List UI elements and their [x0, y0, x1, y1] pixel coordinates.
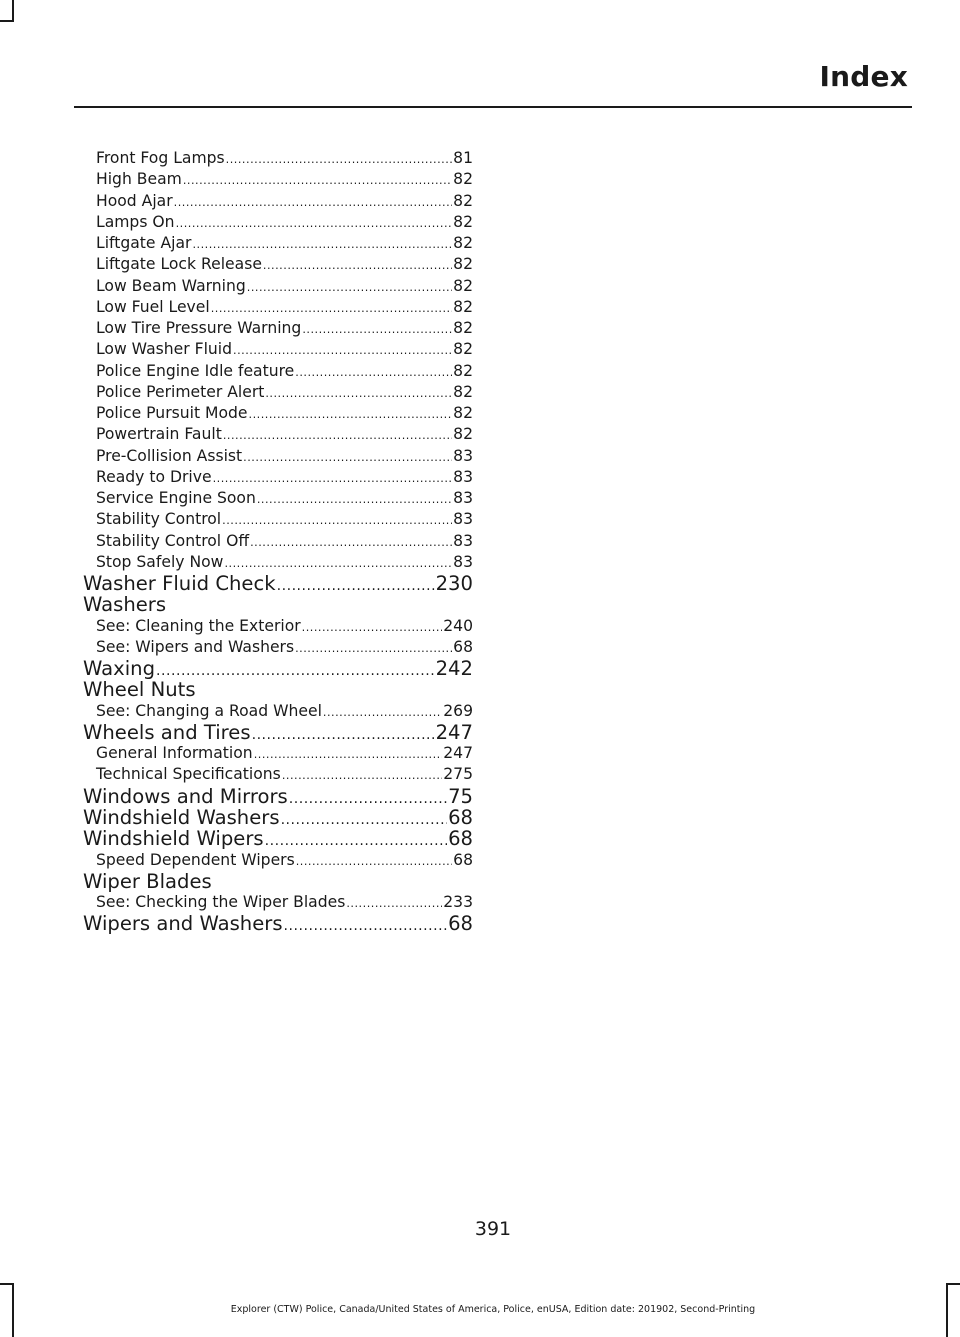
dot-leader — [323, 702, 442, 723]
index-page-ref: 81 — [453, 149, 473, 167]
index-term: Police Perimeter Alert — [96, 382, 265, 401]
dot-leader — [249, 404, 453, 425]
index-term: See: Changing a Road Wheel — [96, 701, 322, 720]
index-term: Low Tire Pressure Warning — [96, 319, 302, 337]
dot-leader — [233, 340, 452, 361]
index-entry — [83, 191, 473, 212]
dot-leader — [250, 532, 452, 553]
index-term: Powertrain Fault — [96, 425, 222, 444]
index-page-ref: 82 — [453, 297, 473, 316]
index-entry — [83, 807, 473, 828]
dot-leader — [223, 425, 452, 446]
index-page-ref: 83 — [453, 489, 473, 507]
index-page-ref: 83 — [453, 552, 473, 571]
dot-leader — [302, 617, 443, 638]
index-entry — [83, 467, 473, 488]
index-term: See: Checking the Wiper Blades — [96, 893, 346, 912]
index-page-ref: 83 — [453, 531, 473, 550]
dot-leader — [224, 553, 452, 574]
index-entry — [83, 786, 473, 807]
index-term: Windows and Mirrors — [83, 784, 288, 808]
index-term: Stability Control — [96, 510, 222, 529]
index-page-ref: 82 — [453, 382, 473, 401]
index-entry — [83, 594, 473, 615]
index-page-ref: 275 — [443, 765, 473, 784]
dot-leader — [346, 893, 442, 914]
index-entry — [83, 424, 473, 445]
dot-leader — [281, 810, 448, 831]
index-term: See: Wipers and Washers — [96, 637, 295, 656]
index-term: Low Washer Fluid — [96, 340, 233, 359]
index-page-ref: 82 — [453, 255, 473, 274]
index-term: Liftgate Lock Release — [96, 255, 262, 274]
dot-leader — [183, 170, 452, 191]
dot-leader — [176, 213, 453, 234]
index-term: Low Fuel Level — [96, 297, 210, 316]
index-page-ref: 82 — [453, 425, 473, 444]
dot-leader — [243, 447, 452, 468]
index-term: Front Fog Lamps — [96, 149, 225, 167]
index-entry — [83, 212, 473, 233]
dot-leader — [284, 916, 448, 937]
index-page-ref: 83 — [453, 446, 473, 465]
index-page-ref: 83 — [453, 510, 473, 529]
index-term: General Information — [96, 744, 253, 763]
index-term: Police Pursuit Mode — [96, 404, 248, 422]
index-term: Technical Specifications — [96, 765, 281, 784]
index-page-ref: 68 — [453, 637, 473, 656]
footer-text: Explorer (CTW) Police, Canada/United States of America, Police, enUSA, Edition date: 201902, Second-Printing — [230, 1304, 756, 1315]
index-term: Stop Safely Now — [96, 552, 224, 571]
index-entry — [83, 616, 473, 637]
index-term: Lamps On — [96, 212, 175, 231]
dot-leader — [213, 468, 453, 489]
index-page-ref: 240 — [443, 616, 473, 635]
index-entry — [83, 552, 473, 573]
dot-leader — [226, 149, 452, 170]
index-term: High Beam — [96, 170, 182, 189]
index-entry — [83, 637, 473, 658]
index-page-ref: 68 — [448, 827, 473, 851]
crop-mark-top-left — [12, 0, 14, 20]
page-title: Index — [819, 60, 908, 93]
index-term: Waxing — [83, 657, 156, 681]
index-page-ref: 82 — [453, 340, 473, 359]
index-page-ref: 247 — [435, 720, 473, 744]
index-entry — [83, 382, 473, 403]
dot-leader — [265, 383, 452, 404]
index-entry — [83, 361, 473, 382]
index-page-ref: 82 — [453, 404, 473, 422]
dot-leader — [295, 362, 452, 383]
index-entry — [83, 446, 473, 467]
index-term: Stability Control Off — [96, 531, 250, 550]
index-entry — [83, 531, 473, 552]
index-entry — [83, 764, 473, 785]
index-page-ref: 75 — [448, 784, 473, 808]
index-page-ref: 82 — [453, 276, 473, 295]
index-term: Wiper Blades — [83, 869, 212, 893]
index-list — [83, 148, 473, 935]
dot-leader — [257, 489, 452, 510]
dot-leader — [289, 789, 447, 810]
index-page-ref: 247 — [443, 744, 473, 763]
index-page-ref: 269 — [443, 701, 473, 720]
dot-leader — [222, 510, 452, 531]
index-entry — [83, 573, 473, 594]
index-entry — [83, 297, 473, 318]
index-page-ref: 242 — [435, 657, 473, 681]
dot-leader — [254, 744, 443, 765]
index-term: Wheels and Tires — [83, 720, 251, 744]
dot-leader — [156, 661, 435, 682]
index-term: Wipers and Washers — [83, 912, 283, 936]
dot-leader — [192, 234, 452, 255]
dot-leader — [174, 192, 453, 213]
index-term: Pre-Collision Assist — [96, 446, 243, 465]
index-entry — [83, 828, 473, 849]
index-entry — [83, 403, 473, 424]
index-term: Ready to Drive — [96, 467, 212, 486]
index-page-ref: 68 — [453, 850, 473, 869]
dot-leader — [252, 725, 435, 746]
dot-leader — [277, 576, 435, 597]
header-divider — [74, 106, 912, 108]
index-entry — [83, 871, 473, 892]
index-entry — [83, 658, 473, 679]
index-entry — [83, 254, 473, 275]
index-entry — [83, 169, 473, 190]
index-entry — [83, 509, 473, 530]
index-term: Wheel Nuts — [83, 678, 196, 702]
dot-leader — [247, 277, 452, 298]
index-page-ref: 68 — [448, 912, 473, 936]
index-term: Liftgate Ajar — [96, 234, 192, 252]
index-page-ref: 82 — [453, 170, 473, 189]
index-entry — [83, 722, 473, 743]
index-term: Police Engine Idle feature — [96, 361, 295, 380]
index-page-ref: 82 — [453, 212, 473, 231]
dot-leader — [282, 765, 442, 786]
index-term: Hood Ajar — [96, 191, 173, 210]
dot-leader — [211, 298, 452, 319]
crop-mark-bottom-left — [0, 1283, 14, 1285]
index-page-ref: 82 — [453, 234, 473, 252]
page-number: 391 — [474, 1218, 512, 1240]
dot-leader — [263, 255, 452, 276]
index-entry — [83, 148, 473, 169]
index-page-ref: 82 — [453, 361, 473, 380]
index-entry — [83, 679, 473, 700]
index-page-ref: 82 — [453, 191, 473, 210]
index-entry — [83, 850, 473, 871]
index-term: See: Cleaning the Exterior — [96, 616, 301, 635]
index-entry — [83, 339, 473, 360]
index-term: Washer Fluid Check — [83, 572, 276, 595]
index-entry — [83, 318, 473, 339]
dot-leader — [295, 638, 452, 659]
index-page-ref: 68 — [448, 806, 473, 830]
crop-mark-bottom-right — [946, 1283, 960, 1285]
index-entry — [83, 892, 473, 913]
dot-leader — [296, 851, 452, 872]
index-entry — [83, 233, 473, 254]
index-term: Service Engine Soon — [96, 489, 256, 507]
index-entry — [83, 701, 473, 722]
crop-mark-top-left — [0, 20, 14, 22]
index-term: Speed Dependent Wipers — [96, 850, 295, 869]
index-page-ref: 233 — [443, 893, 473, 912]
index-page-ref: 230 — [435, 572, 473, 595]
index-term: Windshield Washers — [83, 806, 280, 830]
index-page-ref: 82 — [453, 319, 473, 337]
index-page-ref: 83 — [453, 467, 473, 486]
index-term: Low Beam Warning — [96, 276, 246, 295]
index-term: Windshield Wipers — [83, 827, 264, 851]
index-entry — [83, 488, 473, 509]
index-term: Washers — [83, 593, 167, 617]
index-entry — [83, 743, 473, 764]
index-entry — [83, 913, 473, 934]
dot-leader — [302, 319, 452, 340]
index-entry — [83, 276, 473, 297]
